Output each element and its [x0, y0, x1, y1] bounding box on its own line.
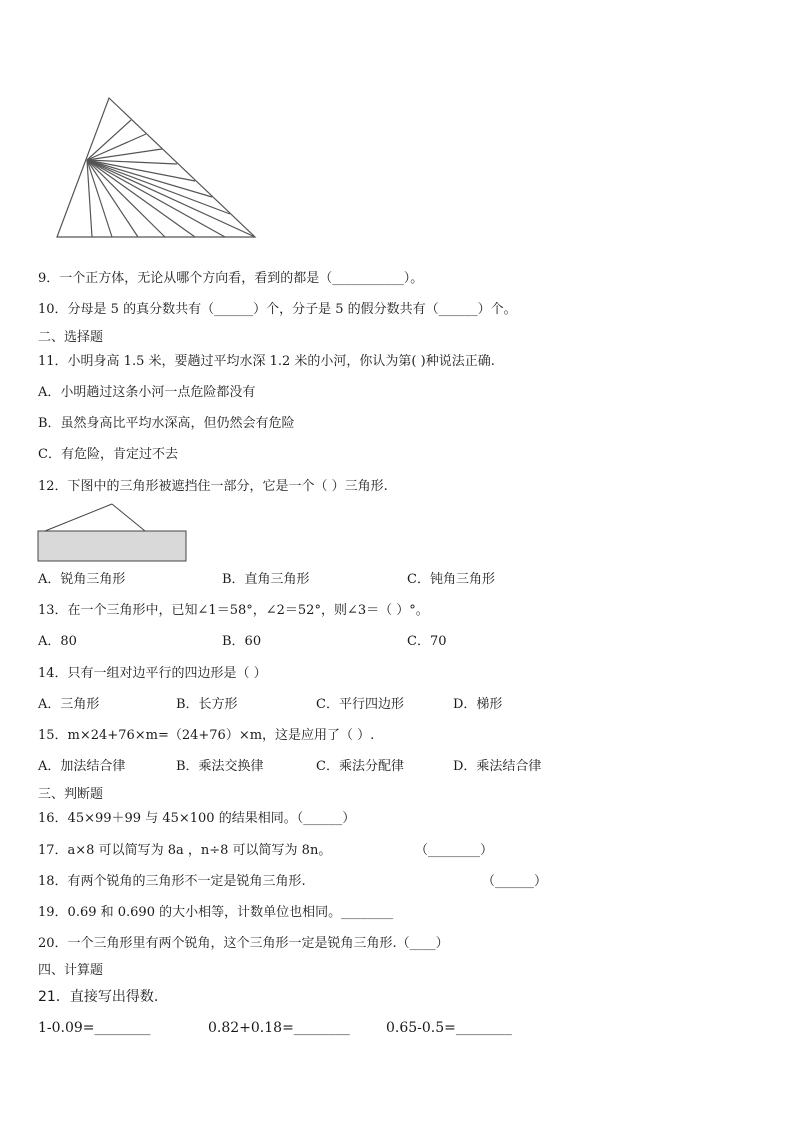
question-12-option-c: C．钝角三角形 — [407, 572, 495, 587]
question-18-answer-blank: （______） — [482, 874, 548, 889]
question-12-option-a: A．锐角三角形 — [38, 572, 126, 587]
question-11: 11．小明身高 1.5 米，要趟过平均水深 1.2 米的小河，你认为第( )种说法正确. — [38, 354, 495, 369]
question-17-answer-blank: （________） — [415, 843, 494, 858]
question-11-option-a: A．小明趟过这条小河一点危险都没有 — [38, 385, 256, 400]
question-11-option-c: C．有危险，肯定过不去 — [38, 447, 178, 462]
question-21: 21．直接写出得数. — [38, 989, 159, 1005]
question-14: 14．只有一组对边平行的四边形是（ ） — [38, 666, 267, 681]
question-13: 13．在一个三角形中，已知∠1＝58°，∠2＝52°，则∠3＝（ ）°。 — [38, 603, 429, 618]
calc-item-3: 0.65-0.5=________ — [386, 1020, 512, 1036]
calc-item-2: 0.82+0.18=________ — [208, 1020, 350, 1036]
question-12-option-b: B．直角三角形 — [222, 572, 310, 587]
question-13-option-a: A．80 — [38, 634, 77, 649]
question-9: 9．一个正方体，无论从哪个方向看，看到的都是（___________）。 — [38, 271, 424, 286]
question-15-option-b: B．乘法交换律 — [176, 759, 264, 774]
section-heading-judgement: 三、判断题 — [38, 787, 104, 802]
question-18: 18．有两个锐角的三角形不一定是锐角三角形. — [38, 874, 306, 889]
question-15: 15．m×24+76×m=（24+76）×m，这是应用了（ ）. — [38, 728, 375, 743]
section-heading-choice: 二、选择题 — [38, 330, 104, 345]
calc-item-1: 1-0.09=________ — [38, 1020, 151, 1036]
question-16: 16．45×99＋99 与 45×100 的结果相同。（______） — [38, 811, 356, 826]
section-heading-calculation: 四、计算题 — [38, 963, 104, 978]
question-12: 12．下图中的三角形被遮挡住一部分，它是一个（ ）三角形. — [38, 479, 388, 494]
fan-triangle-figure — [50, 92, 265, 247]
question-14-option-a: A．三角形 — [38, 697, 100, 712]
question-13-option-c: C．70 — [407, 634, 447, 649]
question-17: 17．a×8 可以简写为 8a ，n÷8 可以简写为 8n。 — [38, 843, 332, 858]
question-11-option-b: B．虽然身高比平均水深高，但仍然会有危险 — [38, 416, 295, 431]
question-15-option-c: C．乘法分配律 — [316, 759, 404, 774]
question-14-option-d: D．梯形 — [453, 697, 503, 712]
question-15-option-a: A．加法结合律 — [38, 759, 126, 774]
question-15-option-d: D．乘法结合律 — [453, 759, 542, 774]
question-19: 19．0.69 和 0.690 的大小相等，计数单位也相同。________ — [38, 905, 394, 920]
question-13-option-b: B．60 — [222, 634, 262, 649]
question-14-option-b: B．长方形 — [176, 697, 238, 712]
question-14-option-c: C．平行四边形 — [316, 697, 404, 712]
question-20: 20．一个三角形里有两个锐角，这个三角形一定是锐角三角形.（____） — [38, 936, 449, 951]
question-10: 10．分母是 5 的真分数共有（______）个，分子是 5 的假分数共有（______）个。 — [38, 302, 517, 317]
covered-triangle-figure — [37, 502, 189, 564]
